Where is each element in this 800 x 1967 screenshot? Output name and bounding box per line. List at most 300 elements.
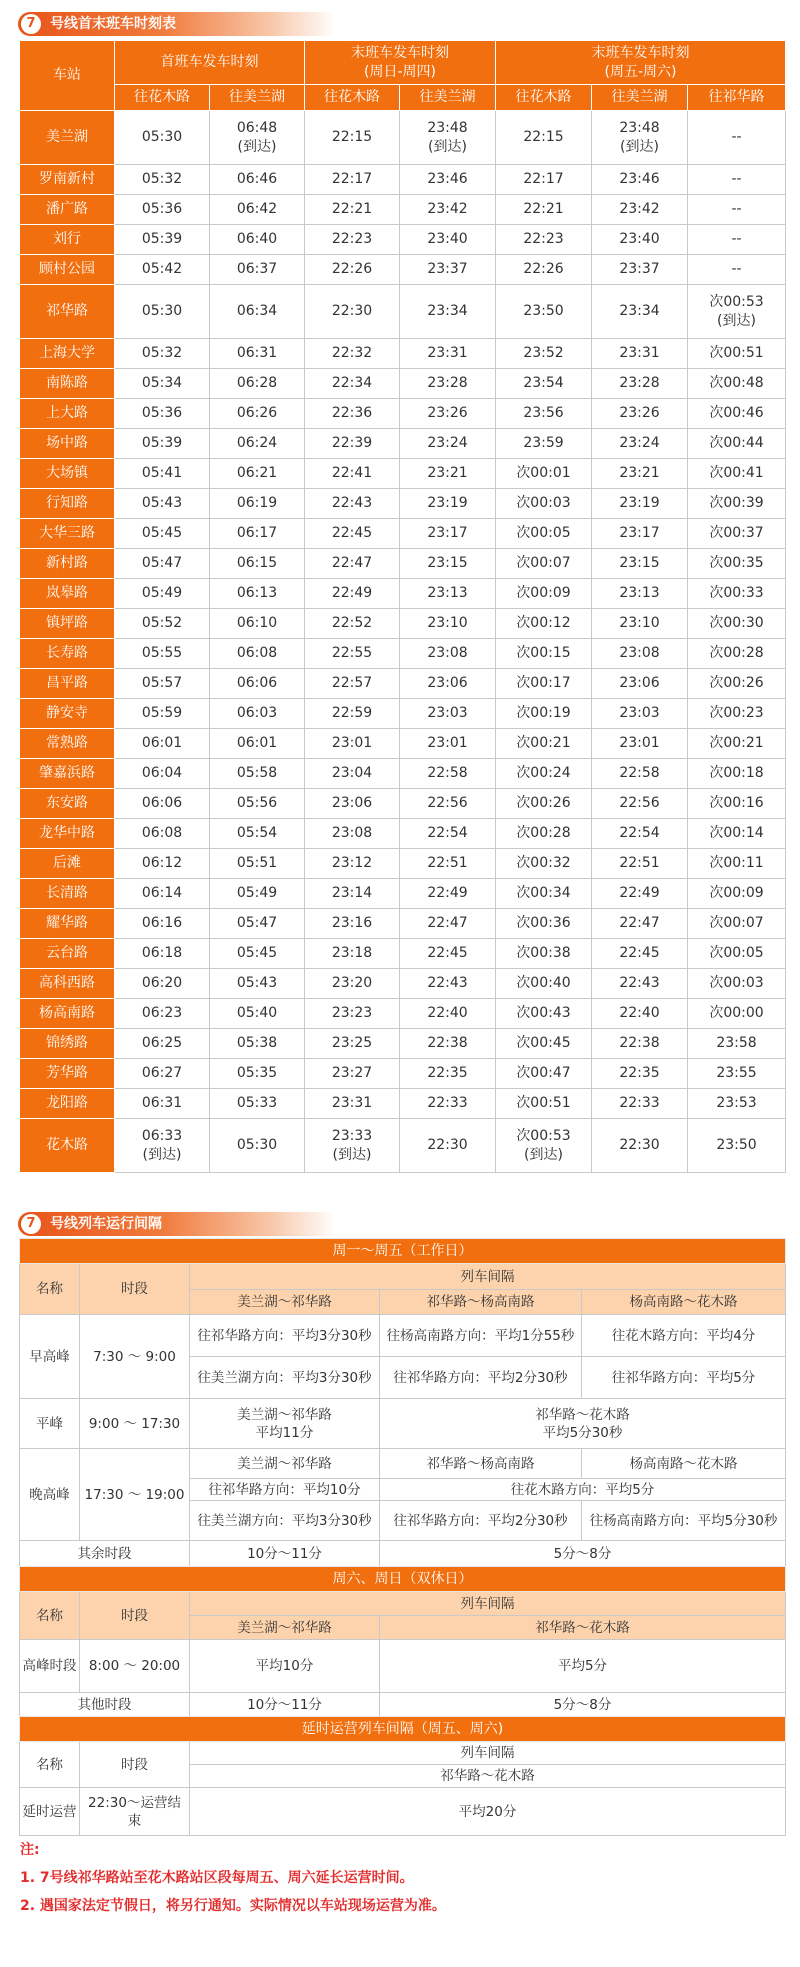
station-row: [20, 519, 786, 549]
time-cell: 06:21: [210, 459, 305, 489]
time-cell: 05:49: [210, 879, 305, 909]
time-cell: 06:37: [210, 255, 305, 285]
interval-value: 平均10分: [190, 1640, 380, 1693]
timetable-body: [20, 111, 786, 1173]
station-row: [20, 789, 786, 819]
time-cell: 23:48 (到达): [592, 111, 688, 165]
direction-header: 往花木路: [496, 85, 592, 111]
interval-value: 往祁华路方向：平均2分30秒: [380, 1501, 582, 1541]
timetable-section-header: [18, 12, 336, 36]
time-cell: 23:19: [400, 489, 496, 519]
time-cell: 23:13: [592, 579, 688, 609]
station-column-header: 车站: [20, 41, 115, 111]
time-cell: 05:45: [210, 939, 305, 969]
time-cell: 05:47: [210, 909, 305, 939]
station-name: 耀华路: [20, 909, 115, 939]
time-cell: 23:08: [305, 819, 400, 849]
time-cell: 22:47: [400, 909, 496, 939]
segment-header: 祁华路～花木路: [380, 1616, 786, 1640]
time-cell: 23:25: [305, 1029, 400, 1059]
time-cell: 22:59: [305, 699, 400, 729]
time-cell: 23:50: [688, 1119, 786, 1173]
station-name: 美兰湖: [20, 111, 115, 165]
interval-value: 往杨高南路方向：平均1分55秒: [380, 1315, 582, 1357]
time-cell: 次00:28: [688, 639, 786, 669]
section-title: 号线首末班车时刻表: [50, 16, 176, 32]
time-cell: 22:35: [400, 1059, 496, 1089]
time-cell: 06:06: [115, 789, 210, 819]
period-header: 时段: [80, 1592, 190, 1640]
interval-value: 平均5分: [380, 1640, 786, 1693]
station-row: [20, 459, 786, 489]
interval-value: 往杨高南路方向：平均5分30秒: [582, 1501, 786, 1541]
time-cell: 05:36: [115, 195, 210, 225]
direction-header: 往美兰湖: [592, 85, 688, 111]
time-cell: 23:04: [305, 759, 400, 789]
time-cell: 23:31: [305, 1089, 400, 1119]
time-cell: 次00:39: [688, 489, 786, 519]
station-name: 东安路: [20, 789, 115, 819]
direction-header: 往花木路: [305, 85, 400, 111]
interval-value: 10分～11分: [190, 1541, 380, 1567]
notes-label: 注:: [20, 1842, 40, 1858]
station-name: 场中路: [20, 429, 115, 459]
time-cell: 23:42: [592, 195, 688, 225]
time-cell: 06:28: [210, 369, 305, 399]
time-cell: 22:43: [592, 969, 688, 999]
time-cell: 22:26: [496, 255, 592, 285]
time-cell: 次00:05: [496, 519, 592, 549]
weekday-interval-table: [19, 1238, 786, 1567]
time-cell: 22:32: [305, 339, 400, 369]
time-cell: 05:47: [115, 549, 210, 579]
time-cell: 05:45: [115, 519, 210, 549]
time-cell: 次00:44: [688, 429, 786, 459]
time-cell: 06:25: [115, 1029, 210, 1059]
time-cell: 06:19: [210, 489, 305, 519]
extended-title: 延时运营列车间隔（周五、周六): [20, 1717, 786, 1742]
interval-value: 5分～8分: [380, 1693, 786, 1717]
time-cell: 23:14: [305, 879, 400, 909]
station-name: 刘行: [20, 225, 115, 255]
row-period: 22:30～运营结束: [80, 1788, 190, 1836]
station-row: [20, 1119, 786, 1173]
time-cell: 22:40: [400, 999, 496, 1029]
time-cell: 05:54: [210, 819, 305, 849]
interval-value: 往花木路方向：平均4分: [582, 1315, 786, 1357]
name-header: 名称: [20, 1592, 80, 1640]
segment-label: 美兰湖～祁华路: [190, 1449, 380, 1479]
time-cell: 23:20: [305, 969, 400, 999]
station-name: 花木路: [20, 1119, 115, 1173]
time-cell: 06:01: [210, 729, 305, 759]
time-cell: 次00:46: [688, 399, 786, 429]
interval-value: 往祁华路方向：平均3分30秒: [190, 1315, 380, 1357]
time-cell: 06:04: [115, 759, 210, 789]
station-row: [20, 369, 786, 399]
time-cell: 次00:05: [688, 939, 786, 969]
station-row: [20, 429, 786, 459]
time-cell: 06:12: [115, 849, 210, 879]
time-cell: 22:43: [400, 969, 496, 999]
interval-value: 往花木路方向：平均5分: [380, 1479, 786, 1501]
time-cell: 次00:51: [496, 1089, 592, 1119]
time-cell: 05:58: [210, 759, 305, 789]
station-name: 上海大学: [20, 339, 115, 369]
time-cell: 22:21: [305, 195, 400, 225]
time-cell: 次00:53 (到达): [688, 285, 786, 339]
time-cell: 23:01: [305, 729, 400, 759]
time-cell: 05:56: [210, 789, 305, 819]
time-cell: 23:03: [592, 699, 688, 729]
time-cell: 次00:21: [688, 729, 786, 759]
station-name: 镇坪路: [20, 609, 115, 639]
time-cell: 05:30: [115, 285, 210, 339]
time-cell: 05:43: [210, 969, 305, 999]
time-cell: 22:54: [592, 819, 688, 849]
time-cell: 22:17: [496, 165, 592, 195]
interval-section-header: [18, 1212, 336, 1236]
time-cell: 05:55: [115, 639, 210, 669]
time-cell: 22:15: [305, 111, 400, 165]
time-cell: 22:41: [305, 459, 400, 489]
time-cell: 06:48 (到达): [210, 111, 305, 165]
direction-header: 往祁华路: [688, 85, 786, 111]
time-cell: 22:36: [305, 399, 400, 429]
name-header: 名称: [20, 1264, 80, 1315]
station-row: [20, 1059, 786, 1089]
station-name: 顾村公园: [20, 255, 115, 285]
interval-value: 往祁华路方向：平均10分: [190, 1479, 380, 1501]
time-cell: 次00:19: [496, 699, 592, 729]
time-cell: 23:01: [592, 729, 688, 759]
time-cell: --: [688, 111, 786, 165]
time-cell: 次00:32: [496, 849, 592, 879]
time-cell: 06:18: [115, 939, 210, 969]
station-row: [20, 111, 786, 165]
time-cell: 22:45: [592, 939, 688, 969]
time-cell: --: [688, 195, 786, 225]
time-cell: 次00:11: [688, 849, 786, 879]
time-cell: 次00:16: [688, 789, 786, 819]
direction-header: 往美兰湖: [210, 85, 305, 111]
name-header: 名称: [20, 1742, 80, 1788]
row-name: 晚高峰: [20, 1449, 80, 1541]
time-cell: 22:58: [400, 759, 496, 789]
station-row: [20, 639, 786, 669]
time-cell: --: [688, 165, 786, 195]
note-1: 1. 7号线祁华路站至花木路站区段每周五、周六延长运营时间。: [20, 1870, 414, 1886]
station-name: 高科西路: [20, 969, 115, 999]
time-cell: 06:31: [210, 339, 305, 369]
time-cell: 23:12: [305, 849, 400, 879]
time-cell: 次00:41: [688, 459, 786, 489]
time-cell: 次00:00: [688, 999, 786, 1029]
time-cell: 次00:51: [688, 339, 786, 369]
time-cell: 22:49: [400, 879, 496, 909]
time-cell: 次00:30: [688, 609, 786, 639]
station-row: [20, 1029, 786, 1059]
time-cell: 次00:26: [496, 789, 592, 819]
time-cell: 23:37: [592, 255, 688, 285]
time-cell: 05:39: [115, 225, 210, 255]
time-cell: 23:34: [400, 285, 496, 339]
time-cell: 次00:09: [688, 879, 786, 909]
time-cell: 次00:24: [496, 759, 592, 789]
interval-value: 10分～11分: [190, 1693, 380, 1717]
time-cell: 23:48 (到达): [400, 111, 496, 165]
time-cell: 06:16: [115, 909, 210, 939]
station-row: [20, 939, 786, 969]
time-cell: 06:46: [210, 165, 305, 195]
time-cell: 次00:07: [496, 549, 592, 579]
segment-header: 美兰湖～祁华路: [190, 1616, 380, 1640]
station-row: [20, 819, 786, 849]
period-header: 时段: [80, 1264, 190, 1315]
time-cell: 06:08: [210, 639, 305, 669]
time-cell: 22:33: [400, 1089, 496, 1119]
station-row: [20, 999, 786, 1029]
period-header: 时段: [80, 1742, 190, 1788]
time-cell: 23:33 (到达): [305, 1119, 400, 1173]
time-cell: 次00:45: [496, 1029, 592, 1059]
time-cell: 05:41: [115, 459, 210, 489]
time-cell: 23:24: [592, 429, 688, 459]
time-cell: 23:26: [400, 399, 496, 429]
time-cell: 23:56: [496, 399, 592, 429]
time-cell: 次00:33: [688, 579, 786, 609]
station-name: 新村路: [20, 549, 115, 579]
time-cell: 22:40: [592, 999, 688, 1029]
line-number-badge: 7: [21, 1214, 41, 1234]
time-cell: 22:49: [592, 879, 688, 909]
station-row: [20, 579, 786, 609]
time-cell: 05:38: [210, 1029, 305, 1059]
station-row: [20, 699, 786, 729]
time-cell: 06:01: [115, 729, 210, 759]
first-last-train-table: [19, 40, 786, 1173]
time-cell: 次00:07: [688, 909, 786, 939]
station-name: 云台路: [20, 939, 115, 969]
station-name: 长清路: [20, 879, 115, 909]
row-period: 9:00 ～ 17:30: [80, 1399, 190, 1449]
time-cell: 22:51: [400, 849, 496, 879]
time-cell: 22:38: [592, 1029, 688, 1059]
time-cell: 次00:28: [496, 819, 592, 849]
time-cell: 23:53: [688, 1089, 786, 1119]
time-cell: 23:28: [400, 369, 496, 399]
time-cell: 次00:23: [688, 699, 786, 729]
time-cell: 05:32: [115, 165, 210, 195]
interval-header: 列车间隔: [190, 1742, 786, 1765]
time-cell: 23:15: [592, 549, 688, 579]
station-row: [20, 339, 786, 369]
line-number-badge: 7: [21, 14, 41, 34]
station-name: 静安寺: [20, 699, 115, 729]
time-cell: 06:06: [210, 669, 305, 699]
time-cell: 22:49: [305, 579, 400, 609]
time-cell: 06:10: [210, 609, 305, 639]
time-cell: 05:30: [115, 111, 210, 165]
segment-label: 杨高南路～花木路: [582, 1449, 786, 1479]
station-name: 常熟路: [20, 729, 115, 759]
time-cell: 次00:12: [496, 609, 592, 639]
time-cell: 22:33: [592, 1089, 688, 1119]
station-row: [20, 669, 786, 699]
row-name: 平峰: [20, 1399, 80, 1449]
time-cell: 23:46: [592, 165, 688, 195]
time-cell: 23:21: [592, 459, 688, 489]
time-cell: 06:34: [210, 285, 305, 339]
station-row: [20, 1089, 786, 1119]
time-cell: 22:34: [305, 369, 400, 399]
time-cell: 23:26: [592, 399, 688, 429]
time-cell: 23:40: [400, 225, 496, 255]
time-cell: 次00:14: [688, 819, 786, 849]
segment-header: 美兰湖～祁华路: [190, 1290, 380, 1315]
time-cell: 05:30: [210, 1119, 305, 1173]
station-row: [20, 879, 786, 909]
time-cell: 23:17: [400, 519, 496, 549]
interval-value: 往祁华路方向：平均2分30秒: [380, 1357, 582, 1399]
time-cell: 05:35: [210, 1059, 305, 1089]
time-cell: 22:58: [592, 759, 688, 789]
time-cell: 22:45: [305, 519, 400, 549]
time-cell: 23:17: [592, 519, 688, 549]
time-cell: 23:34: [592, 285, 688, 339]
station-row: [20, 759, 786, 789]
time-cell: 05:39: [115, 429, 210, 459]
station-name: 锦绣路: [20, 1029, 115, 1059]
time-cell: 23:08: [400, 639, 496, 669]
station-name: 杨高南路: [20, 999, 115, 1029]
time-cell: 次00:38: [496, 939, 592, 969]
interval-value: 往祁华路方向：平均5分: [582, 1357, 786, 1399]
time-cell: 23:28: [592, 369, 688, 399]
station-name: 罗南新村: [20, 165, 115, 195]
time-cell: 23:03: [400, 699, 496, 729]
time-cell: 06:40: [210, 225, 305, 255]
time-cell: 22:38: [400, 1029, 496, 1059]
time-cell: 22:45: [400, 939, 496, 969]
interval-header: 列车间隔: [190, 1592, 786, 1616]
time-cell: 23:40: [592, 225, 688, 255]
time-cell: 23:55: [688, 1059, 786, 1089]
time-cell: 05:33: [210, 1089, 305, 1119]
time-cell: 次00:36: [496, 909, 592, 939]
time-cell: 次00:01: [496, 459, 592, 489]
station-name: 潘广路: [20, 195, 115, 225]
time-cell: 05:51: [210, 849, 305, 879]
time-cell: 次00:43: [496, 999, 592, 1029]
time-cell: 22:57: [305, 669, 400, 699]
time-cell: 22:23: [305, 225, 400, 255]
row-name: 早高峰: [20, 1315, 80, 1399]
time-cell: 23:10: [592, 609, 688, 639]
time-cell: 06:13: [210, 579, 305, 609]
station-name: 行知路: [20, 489, 115, 519]
time-cell: 05:57: [115, 669, 210, 699]
time-cell: 05:42: [115, 255, 210, 285]
station-row: [20, 609, 786, 639]
station-name: 昌平路: [20, 669, 115, 699]
weekday-title: 周一～周五（工作日）: [20, 1239, 786, 1264]
station-name: 龙华中路: [20, 819, 115, 849]
time-cell: 次00:18: [688, 759, 786, 789]
time-cell: 06:08: [115, 819, 210, 849]
time-cell: 22:17: [305, 165, 400, 195]
time-cell: --: [688, 225, 786, 255]
time-cell: 次00:40: [496, 969, 592, 999]
interval-value: 往美兰湖方向：平均3分30秒: [190, 1357, 380, 1399]
time-cell: 23:37: [400, 255, 496, 285]
time-cell: 05:59: [115, 699, 210, 729]
time-cell: 22:56: [592, 789, 688, 819]
weekend-interval-table: [19, 1566, 786, 1717]
time-cell: 22:23: [496, 225, 592, 255]
row-name: 高峰时段: [20, 1640, 80, 1693]
time-cell: 23:31: [592, 339, 688, 369]
time-cell: 23:16: [305, 909, 400, 939]
interval-value: 美兰湖～祁华路 平均11分: [190, 1399, 380, 1449]
time-cell: 次00:15: [496, 639, 592, 669]
time-cell: 次00:48: [688, 369, 786, 399]
time-cell: 次00:03: [496, 489, 592, 519]
station-row: [20, 489, 786, 519]
station-name: 龙阳路: [20, 1089, 115, 1119]
time-cell: 23:58: [688, 1029, 786, 1059]
interval-value: 5分～8分: [380, 1541, 786, 1567]
segment-header: 祁华路～花木路: [190, 1765, 786, 1788]
direction-header: 往美兰湖: [400, 85, 496, 111]
time-cell: 23:15: [400, 549, 496, 579]
time-cell: 22:47: [592, 909, 688, 939]
row-name: 其余时段: [20, 1541, 190, 1567]
interval-value: 平均20分: [190, 1788, 786, 1836]
station-row: [20, 195, 786, 225]
segment-label: 祁华路～杨高南路: [380, 1449, 582, 1479]
station-name: 岚皋路: [20, 579, 115, 609]
station-row: [20, 729, 786, 759]
time-cell: 23:27: [305, 1059, 400, 1089]
station-name: 大场镇: [20, 459, 115, 489]
time-cell: 次00:03: [688, 969, 786, 999]
time-cell: 22:26: [305, 255, 400, 285]
time-cell: 次00:47: [496, 1059, 592, 1089]
time-cell: 05:43: [115, 489, 210, 519]
time-cell: 23:19: [592, 489, 688, 519]
time-cell: 次00:21: [496, 729, 592, 759]
station-name: 南陈路: [20, 369, 115, 399]
time-cell: 22:43: [305, 489, 400, 519]
station-row: [20, 255, 786, 285]
interval-header: 列车间隔: [190, 1264, 786, 1290]
time-cell: 23:50: [496, 285, 592, 339]
time-cell: 05:40: [210, 999, 305, 1029]
time-cell: 22:30: [305, 285, 400, 339]
row-name: 延时运营: [20, 1788, 80, 1836]
time-cell: 23:52: [496, 339, 592, 369]
time-cell: 22:52: [305, 609, 400, 639]
note-2: 2. 遇国家法定节假日，将另行通知。实际情况以车站现场运营为准。: [20, 1898, 446, 1914]
time-cell: 06:20: [115, 969, 210, 999]
station-row: [20, 285, 786, 339]
time-cell: 06:27: [115, 1059, 210, 1089]
station-name: 祁华路: [20, 285, 115, 339]
time-cell: 次00:35: [688, 549, 786, 579]
time-cell: 23:06: [592, 669, 688, 699]
time-cell: 05:32: [115, 339, 210, 369]
